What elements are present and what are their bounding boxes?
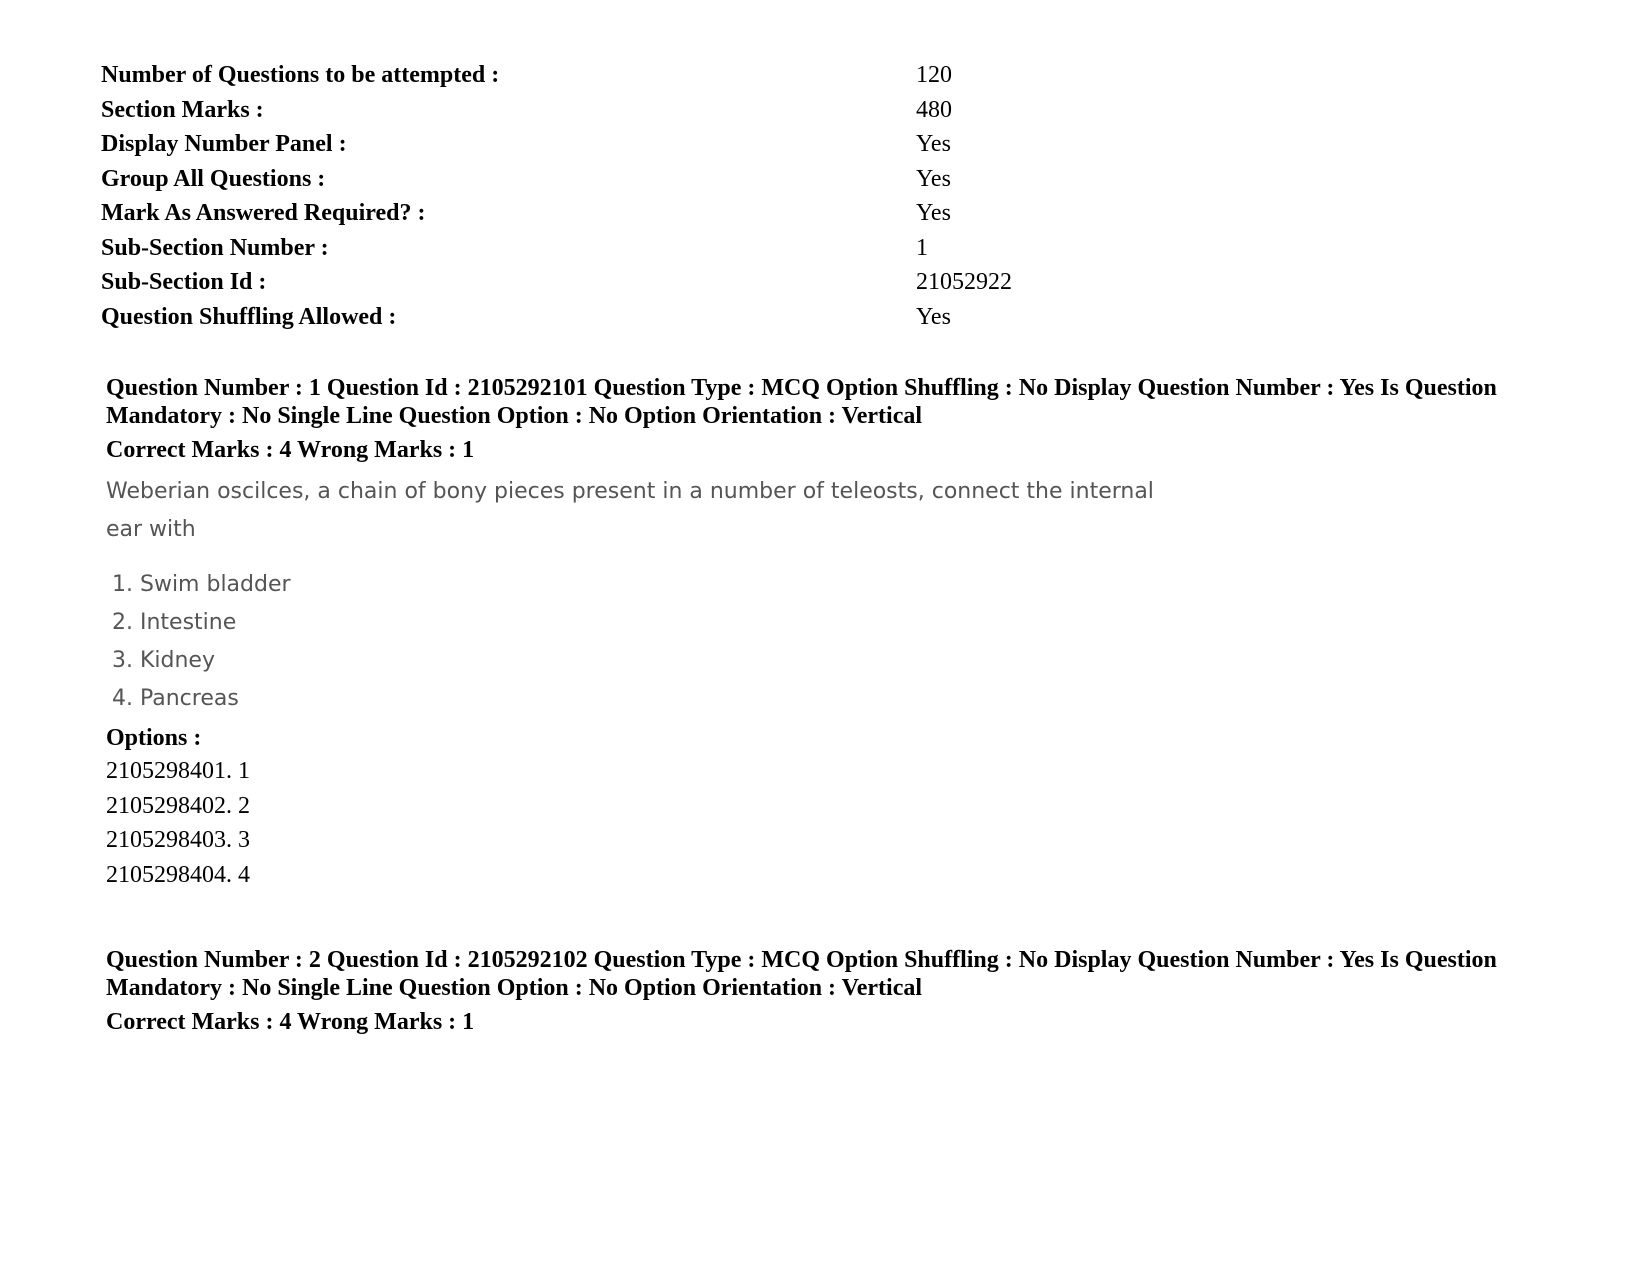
info-row-mark-as-answered [101,196,1101,231]
question-1 [106,374,1576,892]
question-marks: Correct Marks : 4 Wrong Marks : 1 [106,1009,475,1035]
question-choice: 3. Kidney [112,648,215,673]
question-2 [106,946,1576,1036]
info-label: Display Number Panel : [101,131,347,157]
info-row-display-number-panel [101,127,1101,162]
info-value: Yes [916,165,951,192]
option-item: 2105298403. 3 [106,827,250,853]
info-label: Section Marks : [101,96,264,123]
info-row-question-shuffling [101,300,1101,335]
section-info-table [101,58,1101,334]
info-row-sub-section-id [101,265,1101,300]
question-choice: 4. Pancreas [112,686,239,711]
info-value: Yes [916,303,951,330]
info-label: Question Shuffling Allowed : [101,303,397,330]
question-text: Weberian oscilces, a chain of bony pieces present in a number of teleosts, connect the internal ear with [106,479,1154,542]
question-meta: Question Number : 1 Question Id : 2105292101 Question Type : MCQ Option Shuffling : No Display Question Number : Yes Is Question Mandatory : No Single Line Question Option : No Option Orientation : Vertical [106,375,1497,429]
options-label: Options : [106,725,202,751]
info-label: Mark As Answered Required? : [101,200,426,226]
info-label: Sub-Section Number : [101,234,329,261]
info-row-group-all-questions [101,162,1101,197]
question-meta: Question Number : 2 Question Id : 2105292102 Question Type : MCQ Option Shuffling : No Display Question Number : Yes Is Question Mandatory : No Single Line Question Option : No Option Orientation : Vertical [106,947,1497,1001]
info-label: Number of Questions to be attempted : [101,62,500,88]
option-item: 2105298404. 4 [106,861,250,888]
question-choice: 2. Intestine [112,610,237,635]
info-row-section-marks [101,93,1101,128]
info-value: 120 [916,62,952,88]
info-label: Group All Questions : [101,165,326,192]
info-value: 1 [916,234,928,261]
info-label: Sub-Section Id : [101,269,267,295]
question-choice-list [112,566,1576,718]
option-item: 2105298402. 2 [106,792,250,819]
info-value: 480 [916,96,952,123]
info-value: 21052922 [916,269,1012,295]
info-row-questions-to-attempt [101,58,1101,93]
option-item: 2105298401. 1 [106,758,250,784]
info-row-sub-section-number [101,231,1101,266]
question-choice: 1. Swim bladder [112,572,291,597]
info-value: Yes [916,131,951,157]
info-value: Yes [916,200,951,226]
option-list [106,754,1576,892]
question-marks: Correct Marks : 4 Wrong Marks : 1 [106,437,475,463]
